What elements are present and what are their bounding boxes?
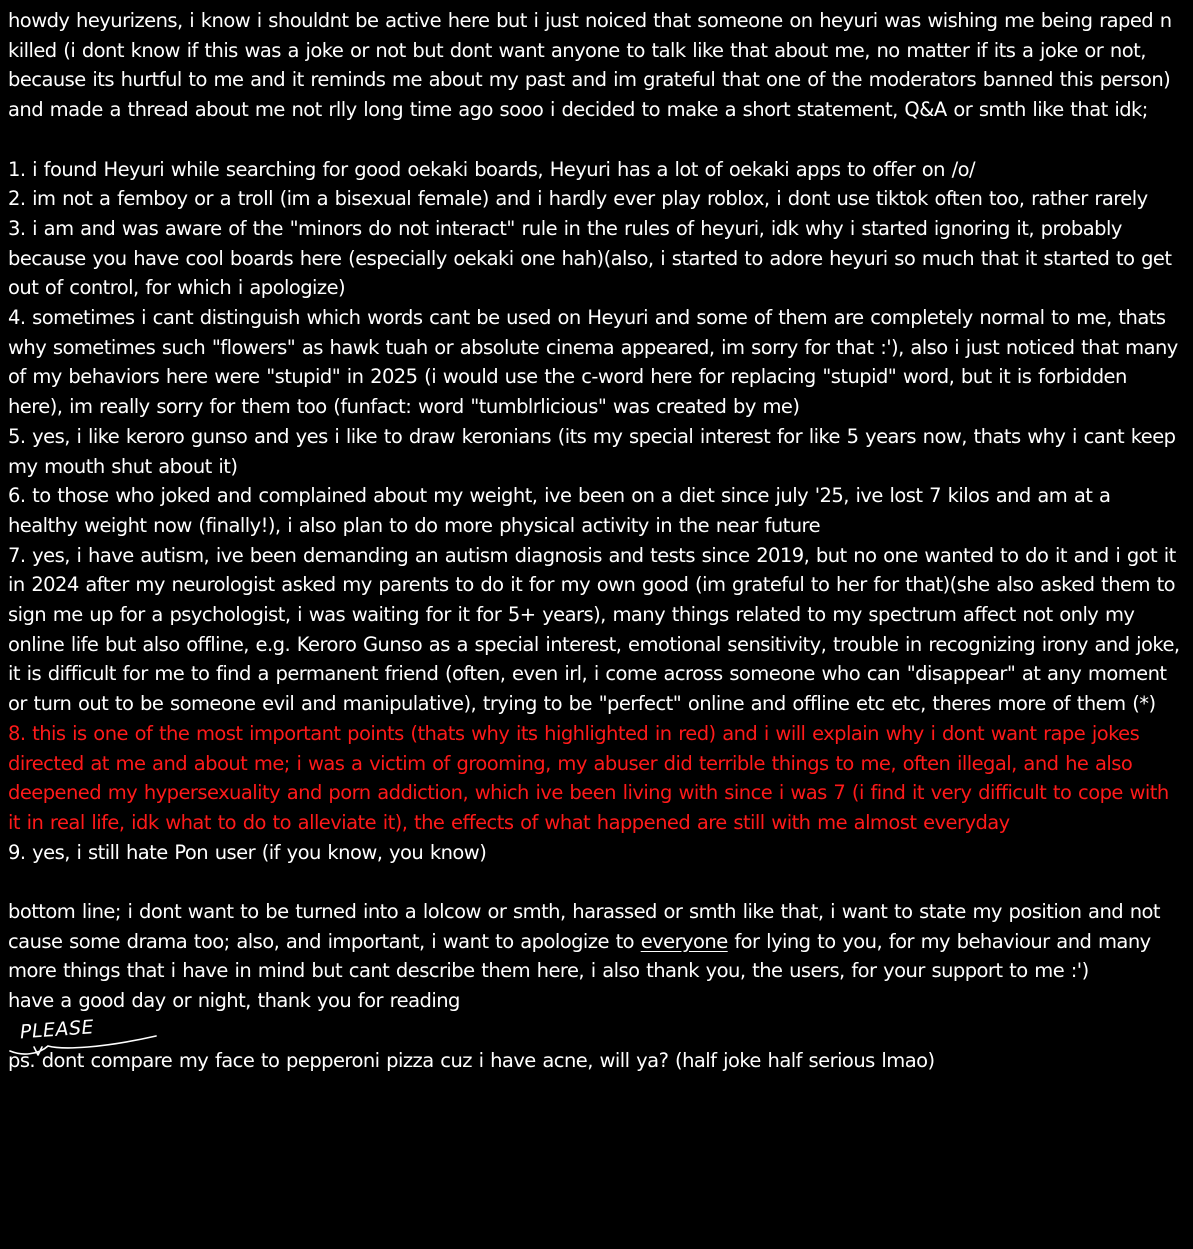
blank-line [8, 125, 1186, 155]
bottom-line-before: bottom line; i dont want to be turned into a lolcow or smth, harassed or smth like that, i want to state my position and not cause some drama too; also, and important, i want to apologize to [8, 900, 1161, 953]
blank-line [8, 1016, 1186, 1046]
blank-line [8, 867, 1186, 897]
intro-paragraph: howdy heyurizens, i know i shouldnt be active here but i just noiced that someone on heyuri was wishing me being raped n killed (i dont know if this was a joke or not but dont want anyone to talk like that about me, no matter if its a joke or not, because its hurtful to me and it reminds me about my past and im grateful that one of the moderators banned this person) and made a thread about me not rlly long time ago sooo i decided to make a short statement, Q&A or smth like that idk; [8, 9, 1172, 122]
point-8-highlighted: 8. this is one of the most important points (thats why its highlighted in red) and i will explain why i dont want rape jokes directed at me and about me; i was a victim of grooming, my abuser did terrible things to me, often illegal, and he also deepened my hypersexuality and porn addiction, which ive been living with since i was 7 (i find it very difficult to cope with it in real life, idk what to do to alleviate it), the effects of what happened are still with me almost everyday [8, 721, 1169, 834]
handwritten-please-text: PLEASE [19, 1015, 95, 1043]
bottom-line-underlined: everyone [640, 929, 728, 953]
closing-line: have a good day or night, thank you for reading [8, 989, 460, 1013]
point-2: 2. im not a femboy or a troll (im a bisexual female) and i hardly ever play roblox, i dont use tiktok often too, rather rarely [8, 187, 1148, 211]
ps-line: ps. dont compare my face to pepperoni pizza cuz i have acne, will ya? (half joke half serious lmao) [8, 1048, 935, 1072]
point-9: 9. yes, i still hate Pon user (if you know, you know) [8, 840, 487, 864]
point-4: 4. sometimes i cant distinguish which words cant be used on Heyuri and some of them are completely normal to me, thats why sometimes such "flowers" as hawk tuah or absolute cinema appeared, im sorry for that :'), also i just noticed that many of my behaviors here were "stupid" in 2025 (i would use the c-word here for replacing "stupid" word, but it is forbidden here), im really sorry for them too (funfact: word "tumblrlicious" was created by me) [8, 306, 1178, 419]
point-6: 6. to those who joked and complained about my weight, ive been on a diet since july '25, ive lost 7 kilos and am at a healthy weight now (finally!), i also plan to do more physical activity in the near future [8, 484, 1111, 537]
point-5: 5. yes, i like keroro gunso and yes i like to draw keronians (its my special interest for like 5 years now, thats why i cant keep my mouth shut about it) [8, 424, 1176, 478]
point-1: 1. i found Heyuri while searching for good oekaki boards, Heyuri has a lot of oekaki apps to offer on /o/ [8, 157, 976, 181]
bottom-line-paragraph [8, 897, 1186, 986]
ps-block [8, 1015, 1186, 1076]
point-3: 3. i am and was aware of the "minors do not interact" rule in the rules of heyuri, idk why i started ignoring it, probably because you have cool boards here (especially oekaki one hah)(also, i started to adore heyuri so much that it started to get out of control, for which i apologize) [8, 216, 1172, 300]
bottom-line-after: for lying to you, for my behaviour and many more things that i have in mind but cant describe them here, i also thank you, the users, for your support to me :') [8, 929, 1151, 983]
statement-document [8, 6, 1186, 1075]
handwritten-caret-stroke [34, 1047, 42, 1055]
handwritten-please-annotation [8, 1006, 168, 1066]
point-7: 7. yes, i have autism, ive been demanding an autism diagnosis and tests since 2019, but no one wanted to do it and i got it in 2024 after my neurologist asked my parents to do it for my own good (im grateful to her for that)(she also asked them to sign me up for a psychologist, i was waiting for it for 5+ years), many things related to my spectrum affect not only my online life but also offline, e.g. Keroro Gunso as a special interest, emotional sensitivity, trouble in recognizing irony and joke, it is difficult for me to find a permanent friend (often, even irl, i come across someone who can "disappear" at any moment or turn out to be someone evil and manipulative), trying to be "perfect" online and offline etc etc, theres more of them (*) [8, 543, 1180, 716]
